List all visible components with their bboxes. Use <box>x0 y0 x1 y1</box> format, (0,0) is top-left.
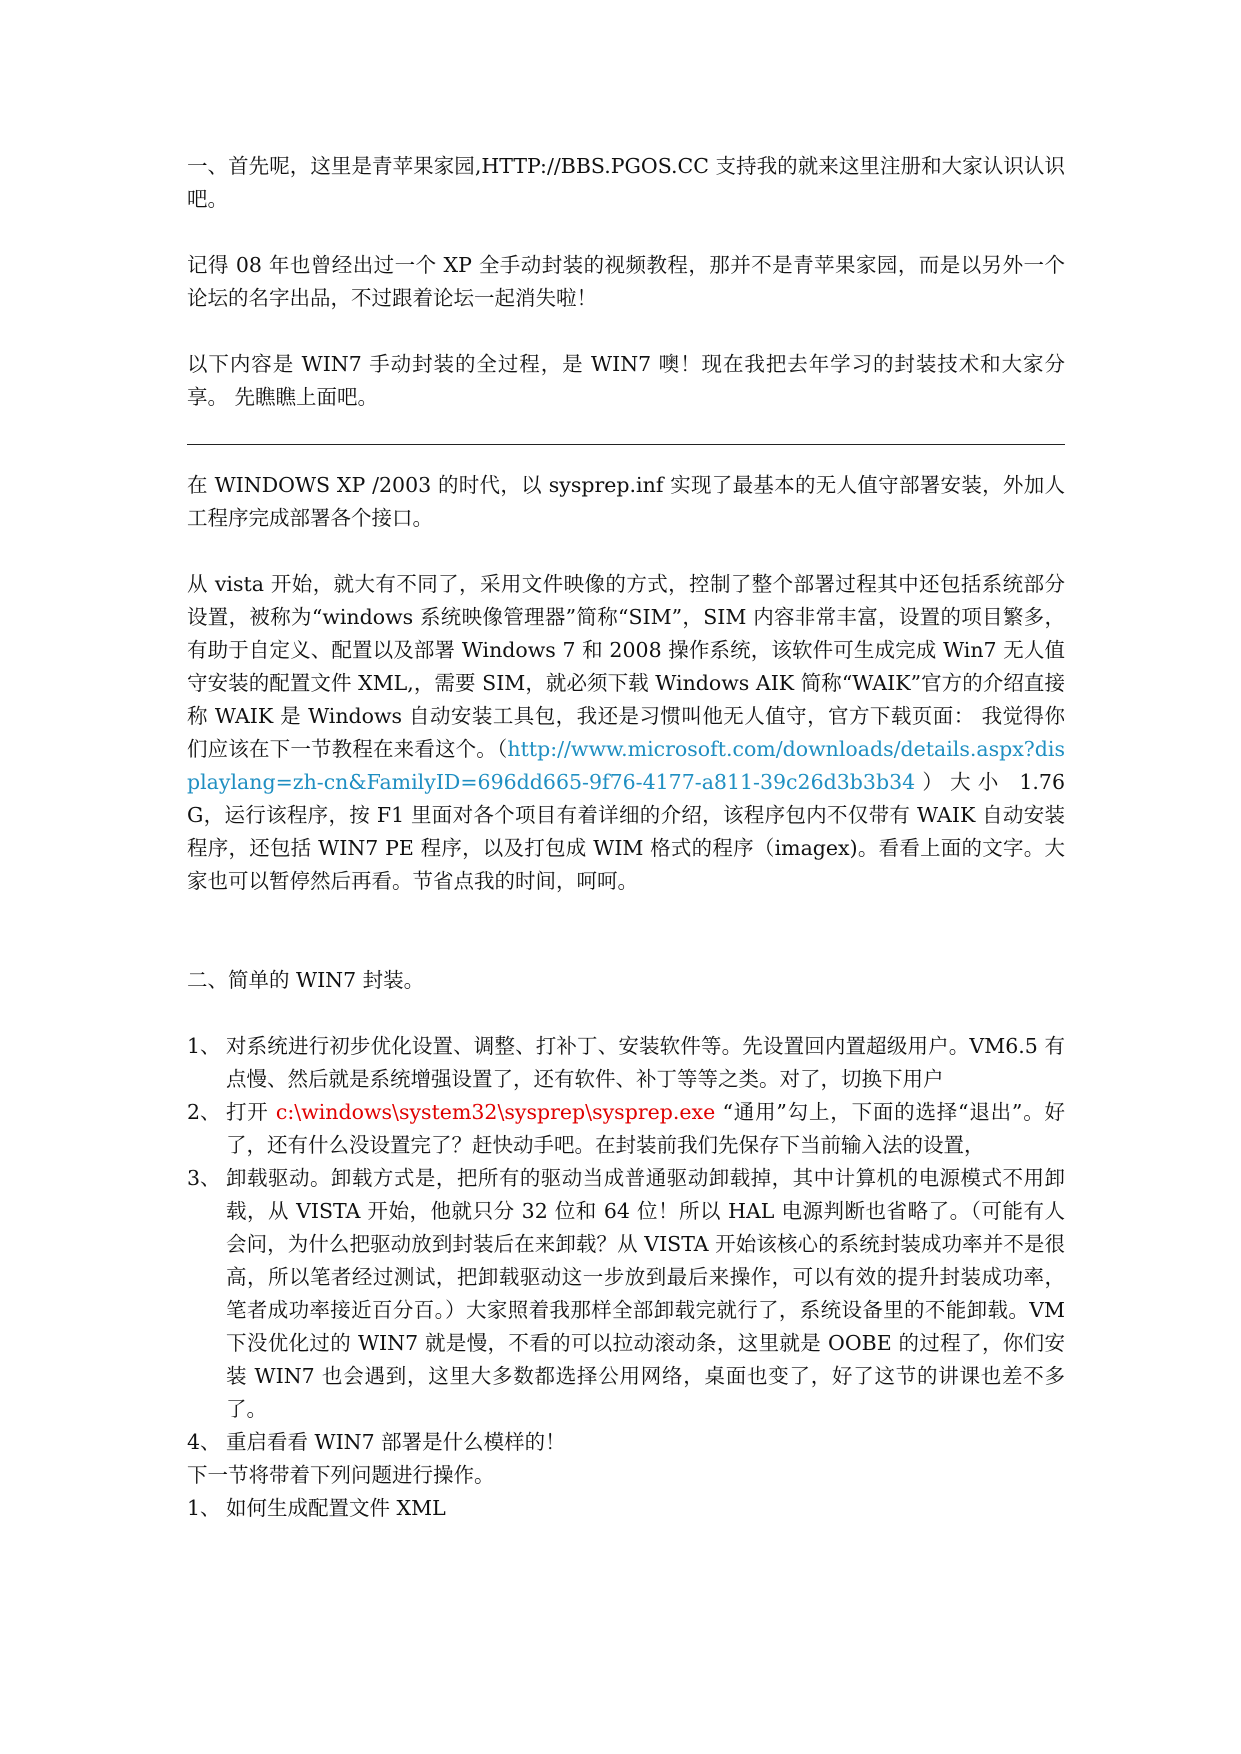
spacer <box>187 315 1065 348</box>
spacer <box>187 216 1065 249</box>
step-item <box>187 1030 1065 1096</box>
spacer <box>187 997 1065 1030</box>
step-item <box>187 1096 1065 1162</box>
step-text: 卸载驱动。卸载方式是，把所有的驱动当成普通驱动卸载掉，其中计算机的电源模式不用卸载，从 VISTA 开始，他就只分 32 位和 64 位！所以 HAL 电源判断也省略了。（可能有人会问，为什么把驱动放到封装后在来卸载？从 VISTA 开始该核心的系统封装成功率并不是很高，所以笔者经过测试，把卸载驱动这一步放到最后来操作，可以有效的提升封装成功率，笔者成功率接近百分百。）大家照着我那样全部卸载完就行了，系统设备里的不能卸载。VM 下没优化过的 WIN7 就是慢，不看的可以拉动滚动条，这里就是 OOBE 的过程了，你们安装 WIN7 也会遇到，这里大多数都选择公用网络，桌面也变了，好了这节的讲课也差不多了。 <box>226 1166 1065 1421</box>
next-section-intro: 下一节将带着下列问题进行操作。 <box>187 1463 495 1487</box>
step-text: 打开 <box>226 1100 276 1124</box>
section1-text-before-link: 从 vista 开始，就大有不同了，采用文件映像的方式，控制了整个部署过程其中还包括系统部分设置，被称为“windows 系统映像管理器”简称“SIM”，SIM 内容非常丰富，设置的项目繁多，有助于自定义、配置以及部署 Windows 7 和 2008 操作系统，该软件可生成完成 Win7 无人值守安装的配置文件 XML,，需要 SIM，就必须下载 Windows AIK 简称“WAIK”官方的介绍直接称 WAIK 是 Windows 自动安装工具包，我还是习惯叫他无人值守，官方下载页面： 我觉得你们应该在下一节教程在来看这个。（ <box>187 572 1065 761</box>
microsoft-download-link[interactable]: http://www.microsoft.com/downloads/details.aspx?displaylang=zh-cn&FamilyID=696dd665-9f76-4177-a811-39c26d3b3b34 <box>187 737 1065 794</box>
step-text: 重启看看 WIN7 部署是什么模样的！ <box>226 1430 566 1454</box>
spacer <box>187 898 1065 964</box>
document-page <box>187 150 1065 1525</box>
next-item <box>187 1492 1065 1525</box>
steps-list <box>187 1030 1065 1459</box>
next-items-list <box>187 1492 1065 1525</box>
next-item-text: 如何生成配置文件 XML <box>226 1496 446 1520</box>
spacer <box>187 535 1065 568</box>
step-number: 3、 <box>187 1166 221 1190</box>
section1-paragraph-1: 在 WINDOWS XP /2003 的时代，以 sysprep.inf 实现了最基本的无人值守部署安装，外加人工程序完成部署各个接口。 <box>187 473 1065 530</box>
step-item <box>187 1162 1065 1426</box>
section2-heading: 二、简单的 WIN7 封装。 <box>187 968 425 992</box>
step-text: “通用”勾上，下面的选择“退出”。好了，还有什么没设置完了？赶快动手吧。在封装前我们先保存下当前输入法的设置， <box>226 1100 1065 1157</box>
intro-paragraph-1: 一、首先呢，这里是青苹果家园,HTTP://BBS.PGOS.CC 支持我的就来这里注册和大家认识认识吧。 <box>187 154 1065 211</box>
step-number: 1、 <box>187 1034 221 1058</box>
section1-text-after-link: ）大小 1.76G，运行该程序，按 F1 里面对各个项目有着详细的介绍，该程序包内不仅带有 WAIK 自动安装程序，还包括 WIN7 PE 程序，以及打包成 WIM 格式的程序（imagex)。看看上面的文字。大家也可以暂停然后再看。节省点我的时间，呵呵。 <box>187 770 1065 893</box>
section1-paragraph-2 <box>187 568 1065 898</box>
step-item <box>187 1426 1065 1459</box>
intro-paragraph-2: 记得 08 年也曾经出过一个 XP 全手动封装的视频教程，那并不是青苹果家园，而是以另外一个论坛的名字出品，不过跟着论坛一起消失啦！ <box>187 253 1065 310</box>
step-number: 2、 <box>187 1100 221 1124</box>
next-item-number: 1、 <box>187 1496 221 1520</box>
step-number: 4、 <box>187 1430 221 1454</box>
intro-paragraph-3: 以下内容是 WIN7 手动封装的全过程，是 WIN7 噢！现在我把去年学习的封装技术和大家分享。 先瞧瞧上面吧。 <box>187 352 1065 409</box>
sysprep-path: c:\windows\system32\sysprep\sysprep.exe <box>275 1100 716 1124</box>
step-text: 对系统进行初步优化设置、调整、打补丁、安装软件等。先设置回内置超级用户。VM6.5 有点慢、然后就是系统增强设置了，还有软件、补丁等等之类。对了，切换下用户 <box>226 1034 1065 1091</box>
horizontal-rule <box>187 444 1065 445</box>
